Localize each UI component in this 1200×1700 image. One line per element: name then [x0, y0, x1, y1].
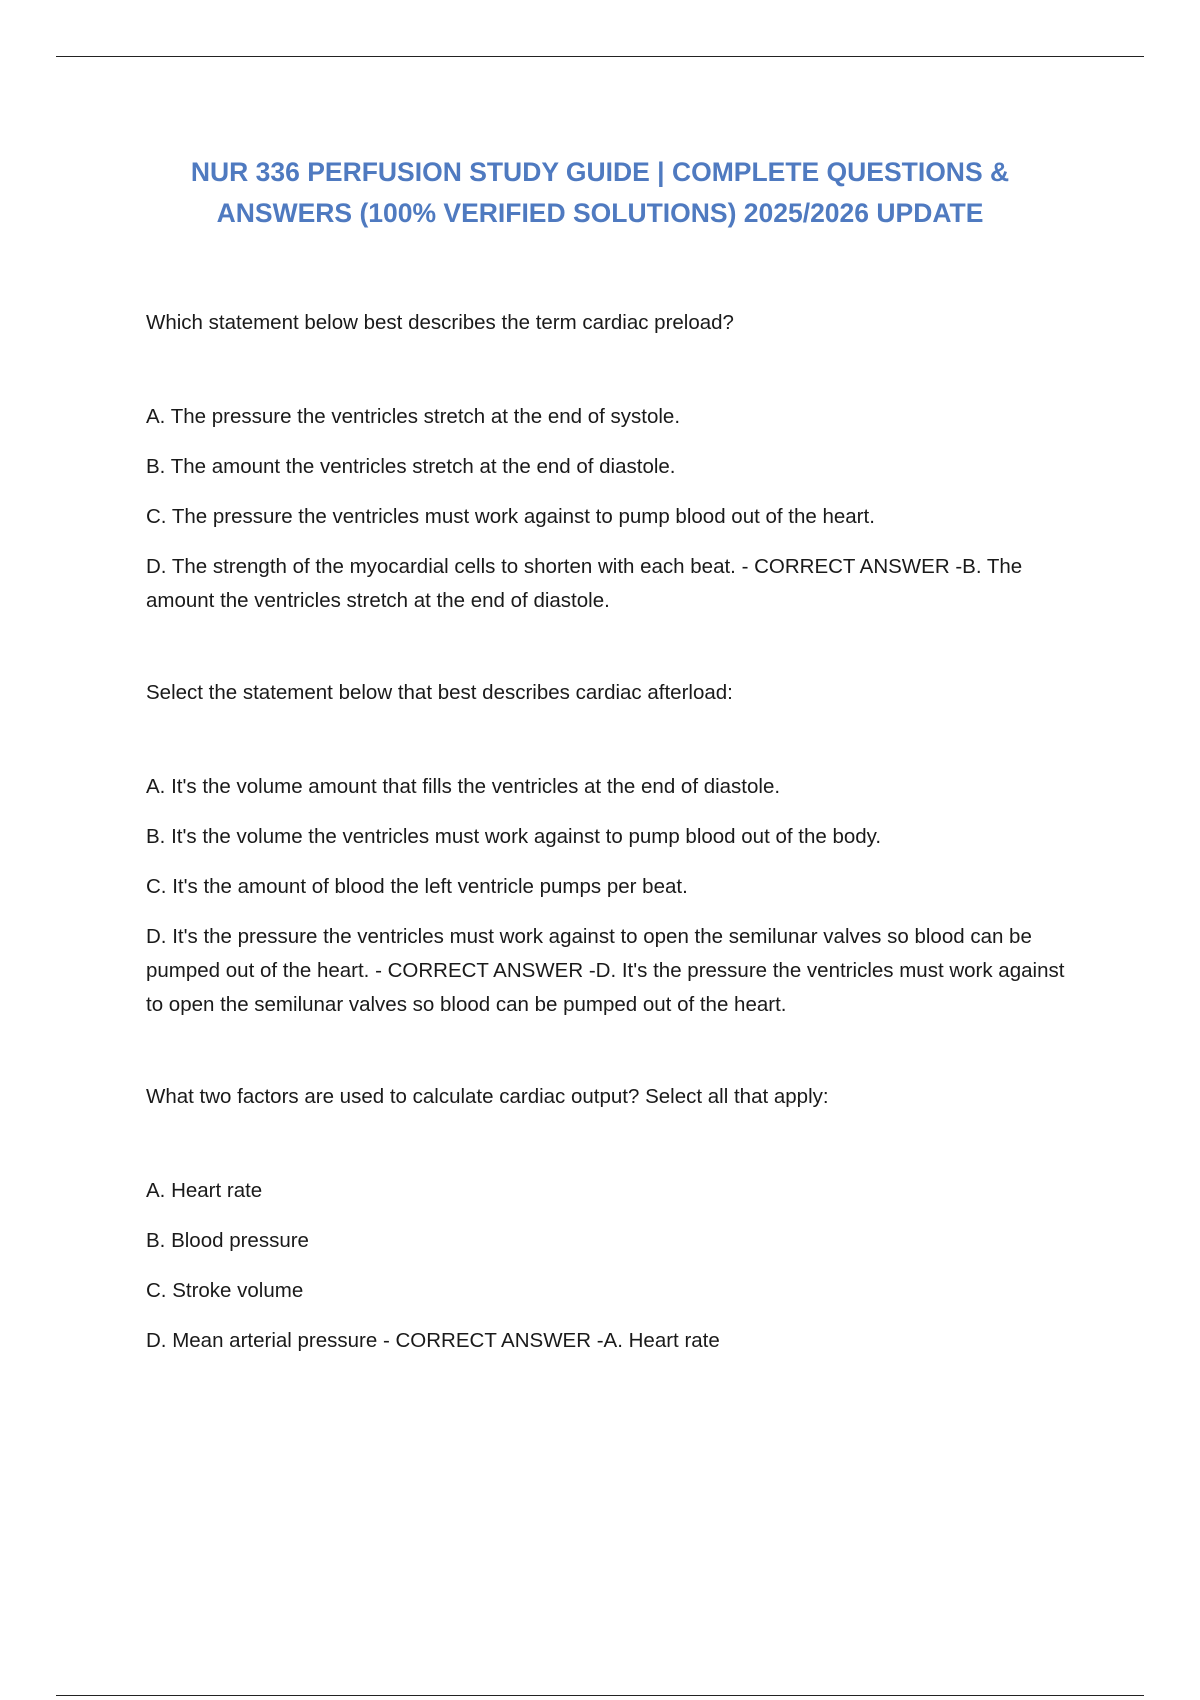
answer-option-c: C. It's the amount of blood the left ventricle pumps per beat.	[146, 875, 688, 898]
question-text: Which statement below best describes the term cardiac preload?	[146, 311, 734, 334]
answer-option-a: A. The pressure the ventricles stretch at the end of systole.	[146, 405, 681, 428]
bottom-divider	[56, 1695, 1144, 1696]
question-text: What two factors are used to calculate cardiac output? Select all that apply:	[146, 1085, 829, 1108]
top-divider	[56, 56, 1144, 57]
answer-option-d: D. It's the pressure the ventricles must work against to open the semilunar valves so blood can be pumped out of the heart. - CORRECT ANSWER -D. It's the pressure the ventricles must work against to open the semilunar valves so blood can be pumped out of the heart.	[146, 925, 1065, 1016]
document-title: NUR 336 PERFUSION STUDY GUIDE | COMPLETE QUESTIONS & ANSWERS (100% VERIFIED SOLUTIONS) 2025/2026 UPDATE	[190, 157, 1010, 228]
question-1	[146, 306, 1086, 618]
answer-option-a: A. Heart rate	[146, 1179, 263, 1202]
question-2	[146, 676, 1086, 1022]
answer-option-c: C. Stroke volume	[146, 1279, 304, 1302]
answer-option-b: B. It's the volume the ventricles must work against to pump blood out of the body.	[146, 825, 882, 848]
answer-option-c: C. The pressure the ventricles must work against to pump blood out of the heart.	[146, 505, 875, 528]
question-3	[146, 1080, 1086, 1358]
answer-option-b: B. Blood pressure	[146, 1229, 309, 1252]
answer-option-d: D. Mean arterial pressure - CORRECT ANSWER -A. Heart rate	[146, 1329, 720, 1352]
answer-option-a: A. It's the volume amount that fills the ventricles at the end of diastole.	[146, 775, 781, 798]
question-text: Select the statement below that best describes cardiac afterload:	[146, 681, 733, 704]
answer-option-d: D. The strength of the myocardial cells to shorten with each beat. - CORRECT ANSWER -B. The amount the ventricles stretch at the end of diastole.	[146, 555, 1023, 612]
answer-option-b: B. The amount the ventricles stretch at the end of diastole.	[146, 455, 676, 478]
question-list	[146, 306, 1086, 1416]
